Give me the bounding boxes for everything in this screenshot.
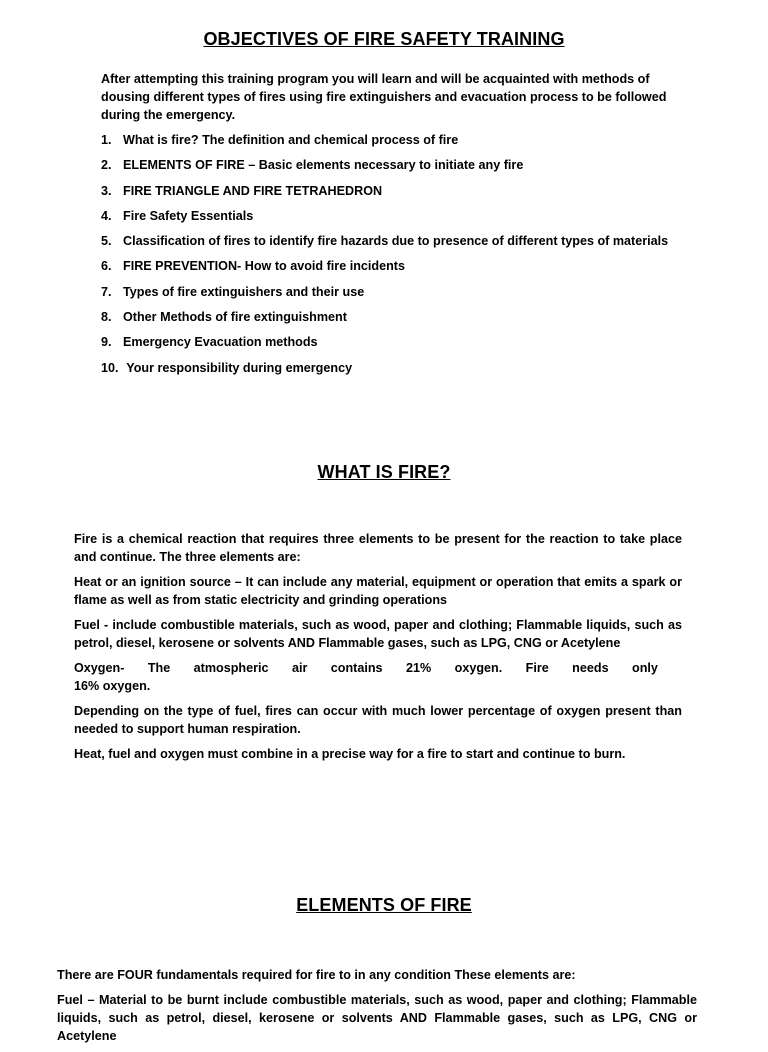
oxygen-word: The (147, 661, 171, 675)
elements-of-fire-paragraph-1: There are FOUR fundamentals required for fire to in any condition These elements are: (57, 968, 576, 982)
list-item-number: 7. (101, 284, 112, 299)
objectives-list-item (101, 307, 701, 332)
list-item-text: FIRE PREVENTION- How to avoid fire incidents (123, 259, 405, 274)
list-item-text: FIRE TRIANGLE AND FIRE TETRAHEDRON (123, 183, 383, 198)
objectives-list-item (101, 256, 701, 281)
objectives-list-item (101, 332, 701, 357)
what-is-fire-paragraph-2: Heat or an ignition source – It can include any material, equipment or operation that emits a spark or flame as well as from static electricity and grinding operations (74, 575, 682, 607)
list-item-text: Classification of fires to identify fire hazards due to presence of different types of materials (123, 234, 669, 249)
objectives-list-item (101, 358, 701, 383)
objectives-list-item (101, 231, 701, 256)
oxygen-word: contains (330, 661, 383, 675)
oxygen-line-2: 16% oxygen. (74, 679, 151, 693)
list-item-number: 8. (101, 310, 112, 325)
list-item-number: 9. (101, 335, 112, 350)
list-item-number: 1. (101, 133, 112, 147)
what-is-fire-paragraph-3: Fuel - include combustible materials, such as wood, paper and clothing; Flammable liquids, such as petrol, diesel, kerosene or solvents AND Flammable gases, such as LPG, CNG or Acetylene (74, 618, 682, 650)
what-is-fire-paragraph-6: Heat, fuel and oxygen must combine in a precise way for a fire to start and continue to burn. (74, 747, 626, 761)
oxygen-word: Fire (525, 661, 549, 675)
objectives-list-item (101, 155, 701, 180)
list-item-text: Types of fire extinguishers and their use (123, 284, 365, 299)
oxygen-word: only (632, 661, 658, 675)
oxygen-word: oxygen. (454, 661, 503, 675)
what-is-fire-paragraph-1: Fire is a chemical reaction that requires three elements to be present for the reaction to take place and continue. The three elements are: (74, 532, 682, 564)
oxygen-word: 21% (405, 661, 432, 675)
list-item-number: 6. (101, 259, 112, 274)
list-item-text: Your responsibility during emergency (123, 360, 353, 375)
list-item-text: Fire Safety Essentials (123, 208, 254, 223)
oxygen-word: air (291, 661, 308, 675)
objectives-title: OBJECTIVES OF FIRE SAFETY TRAINING (203, 29, 565, 49)
elements-of-fire-title: ELEMENTS OF FIRE (296, 895, 472, 915)
list-item-text: Emergency Evacuation methods (123, 335, 318, 350)
objectives-list-item (101, 206, 701, 231)
oxygen-word: atmospheric (193, 661, 269, 675)
what-is-fire-paragraph-4 (74, 659, 682, 695)
list-item-text: What is fire? The definition and chemical process of fire (123, 133, 459, 147)
list-item-text: Other Methods of fire extinguishment (123, 310, 347, 325)
elements-of-fire-body (57, 966, 697, 1052)
what-is-fire-paragraph-5: Depending on the type of fuel, fires can occur with much lower percentage of oxygen present than needed to support human respiration. (74, 704, 682, 736)
objectives-list-item (101, 130, 701, 155)
objectives-list-item (101, 282, 701, 307)
list-item-number: 3. (101, 183, 112, 198)
what-is-fire-body (74, 530, 682, 770)
list-item-number: 10. (101, 360, 119, 375)
objectives-intro-line-3: during the emergency. (101, 108, 236, 122)
what-is-fire-title: WHAT IS FIRE? (317, 462, 451, 482)
list-item-number: 5. (101, 234, 112, 249)
list-item-text: ELEMENTS OF FIRE – Basic elements necessary to initiate any fire (123, 158, 524, 173)
objectives-list-item (101, 181, 701, 206)
objectives-list (101, 130, 701, 383)
objectives-intro-line-1: After attempting this training program you will learn and will be acquainted with methods of (101, 72, 650, 86)
oxygen-word: Oxygen- (74, 661, 125, 675)
oxygen-word: needs (572, 661, 609, 675)
elements-of-fire-paragraph-2: Fuel – Material to be burnt include combustible materials, such as wood, paper and clothing; Flammable liquids, such as petrol, diesel, kerosene or solvents AND Flammable gases, such as LPG, CNG or Acetylene (57, 993, 697, 1043)
objectives-intro (101, 70, 701, 124)
list-item-number: 2. (101, 158, 112, 173)
oxygen-line (74, 659, 682, 677)
objectives-intro-line-2: dousing different types of fires using fire extinguishers and evacuation process to be followed (101, 90, 667, 104)
list-item-number: 4. (101, 208, 112, 223)
